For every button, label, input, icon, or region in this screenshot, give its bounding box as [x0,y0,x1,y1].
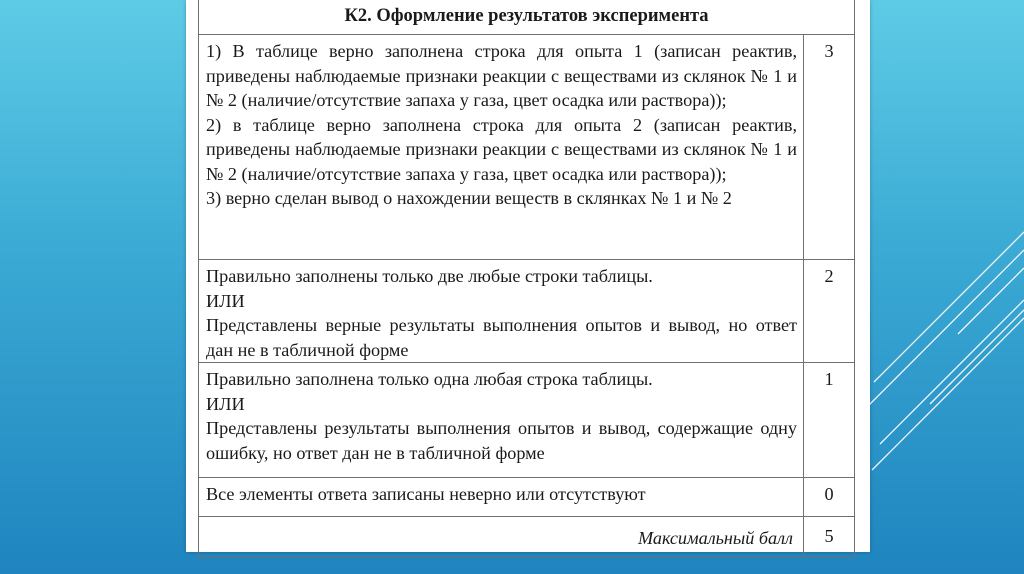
table-row [199,35,855,260]
criterion-line: 2) в таблице верно заполнена строка для опыта 2 (записан реактив, приведены наблюдаемые признаки реакции с веществами из склянок № 1 и № 2 (наличие/отсутствие запаха у газа, цвет осадка или раствора)); [206,114,797,184]
table-header-row [199,0,855,35]
criterion-cell [199,363,804,478]
score-cell: 1 [804,363,855,478]
score-cell: 0 [804,478,855,517]
table-title: К2. Оформление результатов эксперимента [199,0,855,35]
criterion-line: ИЛИ [206,393,245,414]
grading-table [198,0,855,557]
criterion-cell [199,260,804,363]
score-cell: 2 [804,260,855,363]
criterion-line: Все элементы ответа записаны неверно или отсутствуют [206,484,646,504]
criterion-line: 1) В таблице верно заполнена строка для опыта 1 (записан реактив, приведены наблюдаемые признаки реакции с веществами из склянок № 1 и № 2 (наличие/отсутствие запаха у газа, цвет осадка или раствора)); [206,41,797,110]
table-row [199,478,855,517]
criterion-line: Представлены результаты выполнения опытов и вывод, содержащие одну ошибку, но ответ дан не в табличной форме [206,418,797,463]
criterion-cell [199,478,804,517]
max-score-value: 5 [804,517,855,557]
table-row [199,260,855,363]
criterion-line: 3) верно сделан вывод о нахождении веществ в склянках № 1 и № 2 [206,188,732,208]
criterion-line: Правильно заполнена только одна любая строка таблицы. [206,369,653,389]
criterion-line: ИЛИ [206,290,245,311]
document-sheet [186,0,870,552]
score-cell: 3 [804,35,855,260]
criterion-line: Правильно заполнены только две любые строки таблицы. [206,266,653,286]
table-row [199,363,855,478]
max-score-label: Максимальный балл [199,517,804,557]
criterion-line: Представлены верные результаты выполнения опытов и вывод, но ответ дан не в табличной форме [206,315,797,360]
criterion-cell [199,35,804,260]
max-score-row [199,517,855,557]
